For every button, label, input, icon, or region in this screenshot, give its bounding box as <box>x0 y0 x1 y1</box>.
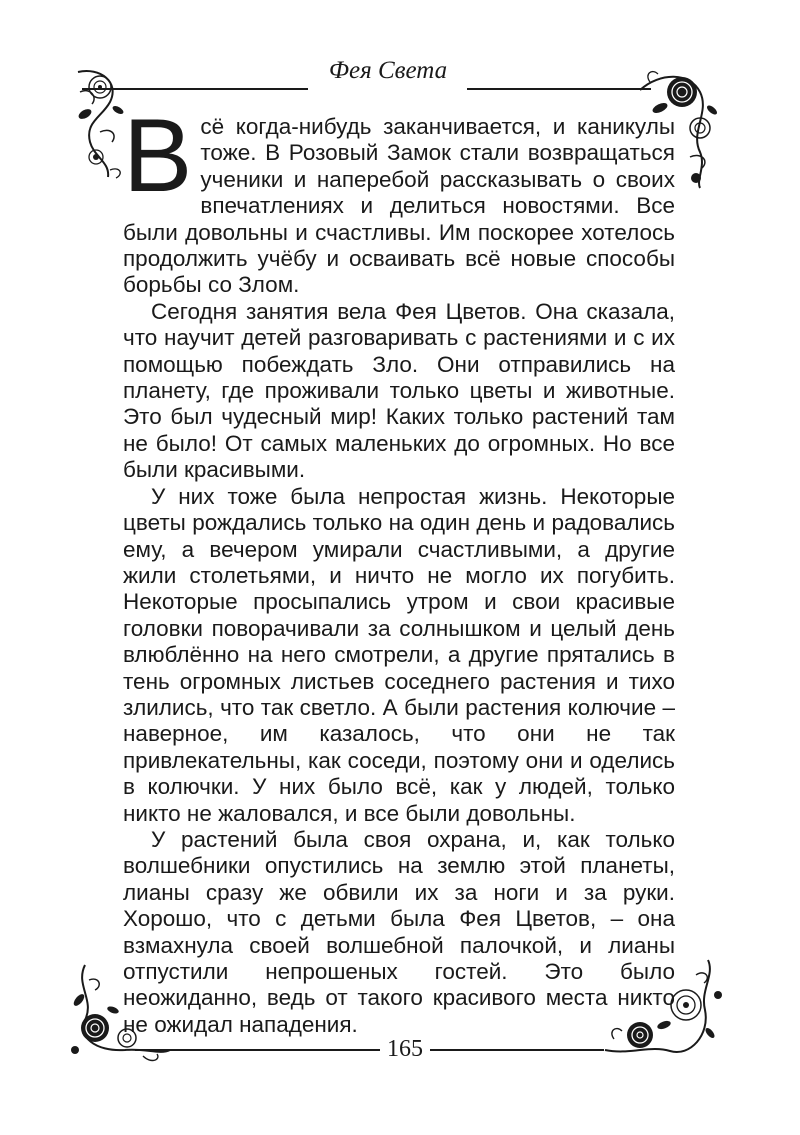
footer-rule-right <box>430 1049 604 1051</box>
drop-cap: В <box>123 98 193 214</box>
paragraph: Сегодня занятия вела Фея Цветов. Она сказала, что научит детей разговаривать с растениями и с их помощью побеждать Зло. Они отправились на планету, где проживали только цветы и животные. Это был чудесный мир! Каких только растений там не было! От самых маленьких до огромных. Но все были красивыми. <box>123 298 675 483</box>
footer-rule-left <box>135 1049 380 1051</box>
paragraph-text: сё когда-нибудь заканчивается, и каникулы тоже. В Розовый Замок стали возвращаться ученики и наперебой рассказывать о своих впечатлениях и делиться новостями. Все были довольны и счастливы. Им поскорее хотелось продолжить учёбу и осваивать всё новые способы борьбы со Злом. <box>123 114 675 298</box>
header-rule-right <box>467 88 651 90</box>
running-header-title: Фея Света <box>328 57 448 84</box>
paragraph <box>123 98 675 299</box>
page-body <box>123 98 675 1038</box>
paragraph: У них тоже была непростая жизнь. Некоторые цветы рождались только на один день и радовались ему, а вечером умирали счастливыми, а другие жили столетьями, и ничто не могло их погубить. Некоторые просыпались утром и свои красивые головки поворачивали за солнышком и целый день влюблённо на него смотрели, а другие прятались в тень огромных листьев соседнего растения и тихо злились, что так светло. А были растения колючие – наверное, им казалось, что они не так привлекательны, как соседи, поэтому они и оделись в колючки. У них было всё, как у людей, только никто не жаловался, и все были довольны. <box>123 483 675 826</box>
page-number: 165 <box>387 1036 423 1062</box>
paragraph: У растений была своя охрана, и, как только волшебники опустились на землю этой планеты, лианы сразу же обвили их за ноги и за руки. Хорошо, что с детьми была Фея Цветов, – она взмахнула своей волшебной палочкой, и лианы отпустили непрошеных гостей. Это было неожиданно, ведь от такого красивого места никто не ожидал нападения. <box>123 826 675 1037</box>
